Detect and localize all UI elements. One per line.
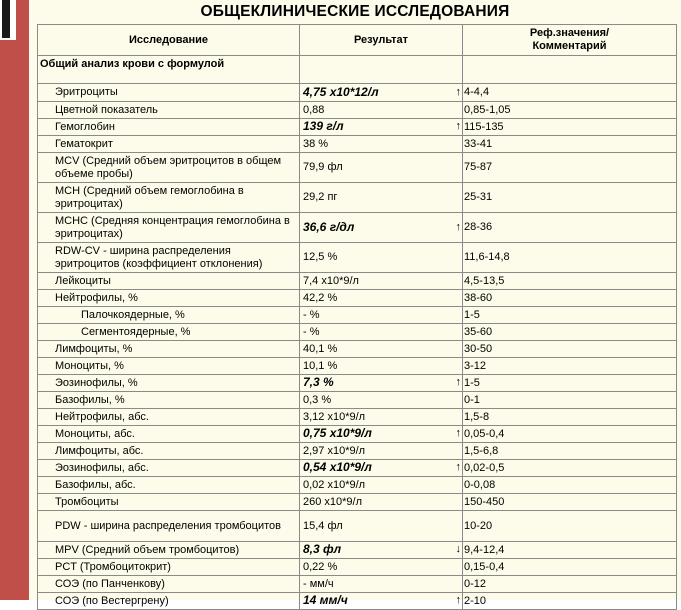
result-cell xyxy=(300,213,463,243)
result-value: 79,9 фл xyxy=(303,161,343,173)
result-value: 42,2 % xyxy=(303,291,338,304)
table-row xyxy=(38,477,677,494)
table-row xyxy=(38,426,677,443)
table-row xyxy=(38,153,677,183)
result-cell xyxy=(300,511,463,542)
result-cell xyxy=(300,341,463,358)
reference-value: 0-1 xyxy=(463,392,677,409)
left-red-margin xyxy=(0,0,29,600)
test-name: СОЭ (по Вестергрену) xyxy=(38,593,300,610)
header-result: Результат xyxy=(300,25,463,56)
result-value: 0,88 xyxy=(303,103,325,116)
result-cell xyxy=(300,460,463,477)
result-cell xyxy=(300,593,463,610)
result-cell xyxy=(300,358,463,375)
table-row xyxy=(38,102,677,119)
header-row xyxy=(38,25,677,56)
table-row xyxy=(38,542,677,559)
result-cell xyxy=(300,307,463,324)
corner-tab xyxy=(0,0,16,40)
table-row xyxy=(38,290,677,307)
reference-value: 25-31 xyxy=(463,183,677,213)
table-row xyxy=(38,213,677,243)
result-value: 38 % xyxy=(303,137,329,150)
reference-value: 75-87 xyxy=(463,153,677,183)
result-cell xyxy=(300,392,463,409)
result-value: - % xyxy=(303,325,320,338)
arrow-down-icon: ↓ xyxy=(455,542,461,555)
section-empty-result xyxy=(300,56,463,84)
test-name: Нейтрофилы, абс. xyxy=(38,409,300,426)
table-row xyxy=(38,307,677,324)
test-name: RDW-CV - ширина распределения эритроцитов (коэффициент отклонения) xyxy=(38,243,300,273)
table-row xyxy=(38,392,677,409)
reference-value: 28-36 xyxy=(463,213,677,243)
result-value: 2,97 х10*9/л xyxy=(303,444,366,457)
arrow-up-icon: ↑ xyxy=(455,85,461,98)
arrow-up-icon: ↑ xyxy=(455,460,461,473)
result-value: - мм/ч xyxy=(303,577,334,590)
table-row xyxy=(38,409,677,426)
result-value: 0,22 % xyxy=(303,560,338,573)
table-row xyxy=(38,341,677,358)
results-table xyxy=(37,24,677,610)
table-row xyxy=(38,136,677,153)
document-title: ОБЩЕКЛИНИЧЕСКИЕ ИССЛЕДОВАНИЯ xyxy=(200,3,510,20)
table-row xyxy=(38,443,677,460)
table-row xyxy=(38,494,677,511)
table-row xyxy=(38,119,677,136)
result-value: 15,4 фл xyxy=(303,519,343,532)
header-test: Исследование xyxy=(38,25,300,56)
result-value: 0,3 % xyxy=(303,393,332,406)
result-value: 4,75 х10*12/л xyxy=(303,84,379,99)
test-name: Лейкоциты xyxy=(38,273,300,290)
reference-value: 1-5 xyxy=(463,375,677,392)
table-row xyxy=(38,183,677,213)
result-cell xyxy=(300,494,463,511)
result-cell xyxy=(300,243,463,273)
test-name: Тромбоциты xyxy=(38,494,300,511)
test-name: MCH (Средний объем гемоглобина в эритроцитах) xyxy=(38,183,300,213)
table-row xyxy=(38,84,677,102)
result-cell xyxy=(300,153,463,183)
section-row xyxy=(38,56,677,84)
reference-value: 10-20 xyxy=(463,511,677,542)
table-row xyxy=(38,511,677,542)
test-name: Сегментоядерные, % xyxy=(38,324,300,341)
reference-value: 150-450 xyxy=(463,494,677,511)
table-row xyxy=(38,358,677,375)
test-name: MCHC (Средняя концентрация гемоглобина в эритроцитах) xyxy=(38,213,300,243)
test-name: Эозинофилы, абс. xyxy=(38,460,300,477)
reference-value: 35-60 xyxy=(463,324,677,341)
result-cell xyxy=(300,136,463,153)
result-value: 260 х10*9/л xyxy=(303,495,363,508)
test-name: Гемоглобин xyxy=(38,119,300,136)
arrow-up-icon: ↑ xyxy=(455,220,461,233)
reference-value: 38-60 xyxy=(463,290,677,307)
table-row xyxy=(38,243,677,273)
result-value: 40,1 % xyxy=(303,342,338,355)
table-row xyxy=(38,593,677,610)
reference-value: 0-12 xyxy=(463,576,677,593)
table-row xyxy=(38,324,677,341)
result-cell xyxy=(300,84,463,102)
result-value: 12,5 % xyxy=(303,251,338,263)
result-cell xyxy=(300,542,463,559)
reference-value: 3-12 xyxy=(463,358,677,375)
result-value: 36,6 г/дл xyxy=(303,219,355,234)
reference-value: 115-135 xyxy=(463,119,677,136)
table-row xyxy=(38,273,677,290)
test-name: MCV (Средний объем эритроцитов в общем объеме пробы) xyxy=(38,153,300,183)
result-cell xyxy=(300,273,463,290)
test-name: PDW - ширина распределения тромбоцитов xyxy=(38,511,300,542)
table-row xyxy=(38,375,677,392)
result-value: 139 г/л xyxy=(303,119,344,133)
result-cell xyxy=(300,426,463,443)
reference-value: 30-50 xyxy=(463,341,677,358)
test-name: Гематокрит xyxy=(38,136,300,153)
section-empty-ref xyxy=(463,56,677,84)
reference-value: 9,4-12,4 xyxy=(463,542,677,559)
header-ref: Реф.значения/ Комментарий xyxy=(463,25,677,56)
test-name: СОЭ (по Панченкову) xyxy=(38,576,300,593)
section-title: Общий анализ крови с формулой xyxy=(38,56,300,84)
reference-value: 0,05-0,4 xyxy=(463,426,677,443)
reference-value: 1,5-8 xyxy=(463,409,677,426)
result-cell xyxy=(300,409,463,426)
result-value: 14 мм/ч xyxy=(303,593,348,607)
result-cell xyxy=(300,443,463,460)
table-row xyxy=(38,576,677,593)
reference-value: 33-41 xyxy=(463,136,677,153)
result-value: - % xyxy=(303,308,320,321)
test-name: Цветной показатель xyxy=(38,102,300,119)
test-name: PCT (Тромбоцитокрит) xyxy=(38,559,300,576)
arrow-up-icon: ↑ xyxy=(455,593,461,606)
result-cell xyxy=(300,183,463,213)
arrow-up-icon: ↑ xyxy=(455,119,461,132)
test-name: Эритроциты xyxy=(38,84,300,102)
reference-value: 0-0,08 xyxy=(463,477,677,494)
arrow-up-icon: ↑ xyxy=(455,426,461,439)
result-value: 29,2 пг xyxy=(303,191,338,203)
table-row xyxy=(38,460,677,477)
result-value: 3,12 х10*9/л xyxy=(303,410,366,423)
result-cell xyxy=(300,375,463,392)
result-cell xyxy=(300,324,463,341)
result-cell xyxy=(300,576,463,593)
reference-value: 2-10 xyxy=(463,593,677,610)
reference-value: 11,6-14,8 xyxy=(463,243,677,273)
result-value: 0,75 х10*9/л xyxy=(303,426,372,440)
result-cell xyxy=(300,477,463,494)
reference-value: 0,15-0,4 xyxy=(463,559,677,576)
result-value: 0,54 х10*9/л xyxy=(303,460,372,474)
result-value: 10,1 % xyxy=(303,359,338,372)
reference-value: 4-4,4 xyxy=(463,84,677,102)
result-value: 7,4 х10*9/л xyxy=(303,274,359,287)
reference-value: 0,02-0,5 xyxy=(463,460,677,477)
reference-value: 4,5-13,5 xyxy=(463,273,677,290)
result-value: 7,3 % xyxy=(303,375,334,389)
result-cell xyxy=(300,559,463,576)
test-name: Лимфоциты, % xyxy=(38,341,300,358)
reference-value: 0,85-1,05 xyxy=(463,102,677,119)
test-name: Моноциты, абс. xyxy=(38,426,300,443)
arrow-up-icon: ↑ xyxy=(455,375,461,388)
result-cell xyxy=(300,290,463,307)
result-value: 8,3 фл xyxy=(303,542,342,556)
test-name: Базофилы, абс. xyxy=(38,477,300,494)
reference-value: 1,5-6,8 xyxy=(463,443,677,460)
test-name: Палочкоядерные, % xyxy=(38,307,300,324)
test-name: Нейтрофилы, % xyxy=(38,290,300,307)
test-name: Эозинофилы, % xyxy=(38,375,300,392)
result-value: 0,02 х10*9/л xyxy=(303,478,366,491)
reference-value: 1-5 xyxy=(463,307,677,324)
result-cell xyxy=(300,102,463,119)
test-name: MPV (Средний объем тромбоцитов) xyxy=(38,542,300,559)
test-name: Лимфоциты, абс. xyxy=(38,443,300,460)
result-cell xyxy=(300,119,463,136)
corner-mark xyxy=(2,0,10,38)
table-row xyxy=(38,559,677,576)
test-name: Базофилы, % xyxy=(38,392,300,409)
test-name: Моноциты, % xyxy=(38,358,300,375)
